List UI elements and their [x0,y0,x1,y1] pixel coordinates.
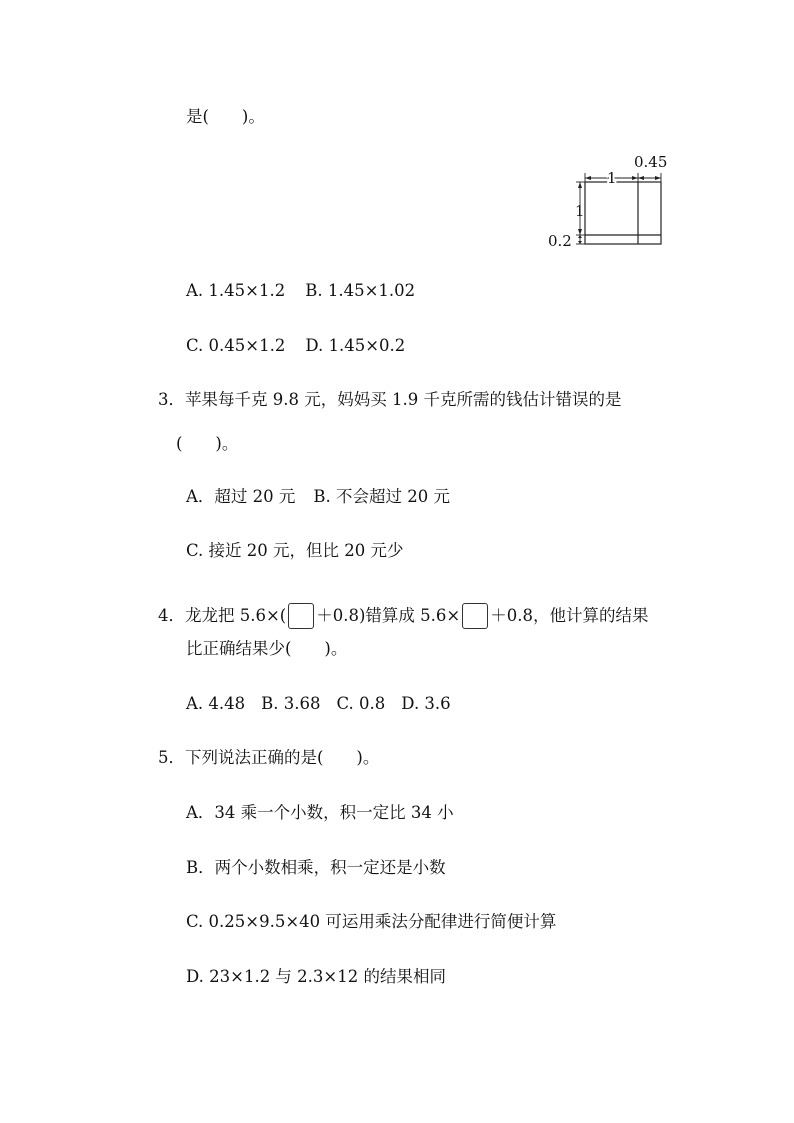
q5-stem-text: 下列说法正确的是( )。 [185,748,380,767]
q4-number: 4． [158,606,185,625]
label-left-1: 1 [575,202,585,220]
q4-option-c[interactable]: C. 0.8 [336,694,386,713]
q2-stem-tail: 是( )。 [186,107,265,126]
q5-stem [158,747,379,769]
label-0-2: 0.2 [548,232,572,250]
q5-option-b[interactable]: B．两个小数相乘，积一定还是小数 [186,858,446,877]
q3-option-b[interactable]: B. 不会超过 20 元 [313,487,451,506]
q4-options [186,693,451,715]
q2-option-d[interactable]: D. 1.45×0.2 [305,336,406,355]
q5-option-d[interactable]: D. 23×1.2 与 2.3×12 的结果相同 [186,967,446,986]
q4-stem-line2: 比正确结果少( )。 [186,639,348,658]
q4-stem-part1: 龙龙把 5.6×( [185,606,287,625]
q3-option-a[interactable]: A．超过 20 元 [186,487,296,506]
q2-option-c[interactable]: C. 0.45×1.2 [186,336,286,355]
q3-stem-text: 苹果每千克 9.8 元，妈妈买 1.9 千克所需的钱估计错误的是 [185,390,622,409]
q5-number: 5． [158,748,185,767]
q3-option-c[interactable]: C. 接近 20 元，但比 20 元少 [186,541,404,560]
q2-options-row1 [186,280,415,302]
q4-stem-part3: ＋0.8，他计算的结果 [490,606,649,625]
answer-box-2[interactable] [462,603,488,629]
label-top-1: 1 [607,169,617,187]
q3-options-row1 [186,486,450,508]
answer-box-1[interactable] [288,603,314,629]
q3-stem-line1 [158,389,621,411]
q2-options-row2 [186,335,405,357]
q3-stem-line2: ( )。 [176,434,239,453]
q4-option-d[interactable]: D. 3.6 [401,694,451,713]
q2-option-b[interactable]: B. 1.45×1.02 [305,281,416,300]
label-0-45: 0.45 [634,153,668,171]
q4-stem-line1 [158,603,649,629]
rectangle-area-diagram [545,150,675,250]
q5-option-c[interactable]: C. 0.25×9.5×40 可运用乘法分配律进行简便计算 [186,912,557,931]
q2-option-a[interactable]: A. 1.45×1.2 [186,281,286,300]
q4-option-b[interactable]: B. 3.68 [261,694,321,713]
q4-stem-part2: ＋0.8)错算成 5.6× [316,606,461,625]
q3-number: 3． [158,390,185,409]
q5-option-a[interactable]: A．34 乘一个小数，积一定比 34 小 [186,803,454,822]
q4-option-a[interactable]: A. 4.48 [186,694,246,713]
